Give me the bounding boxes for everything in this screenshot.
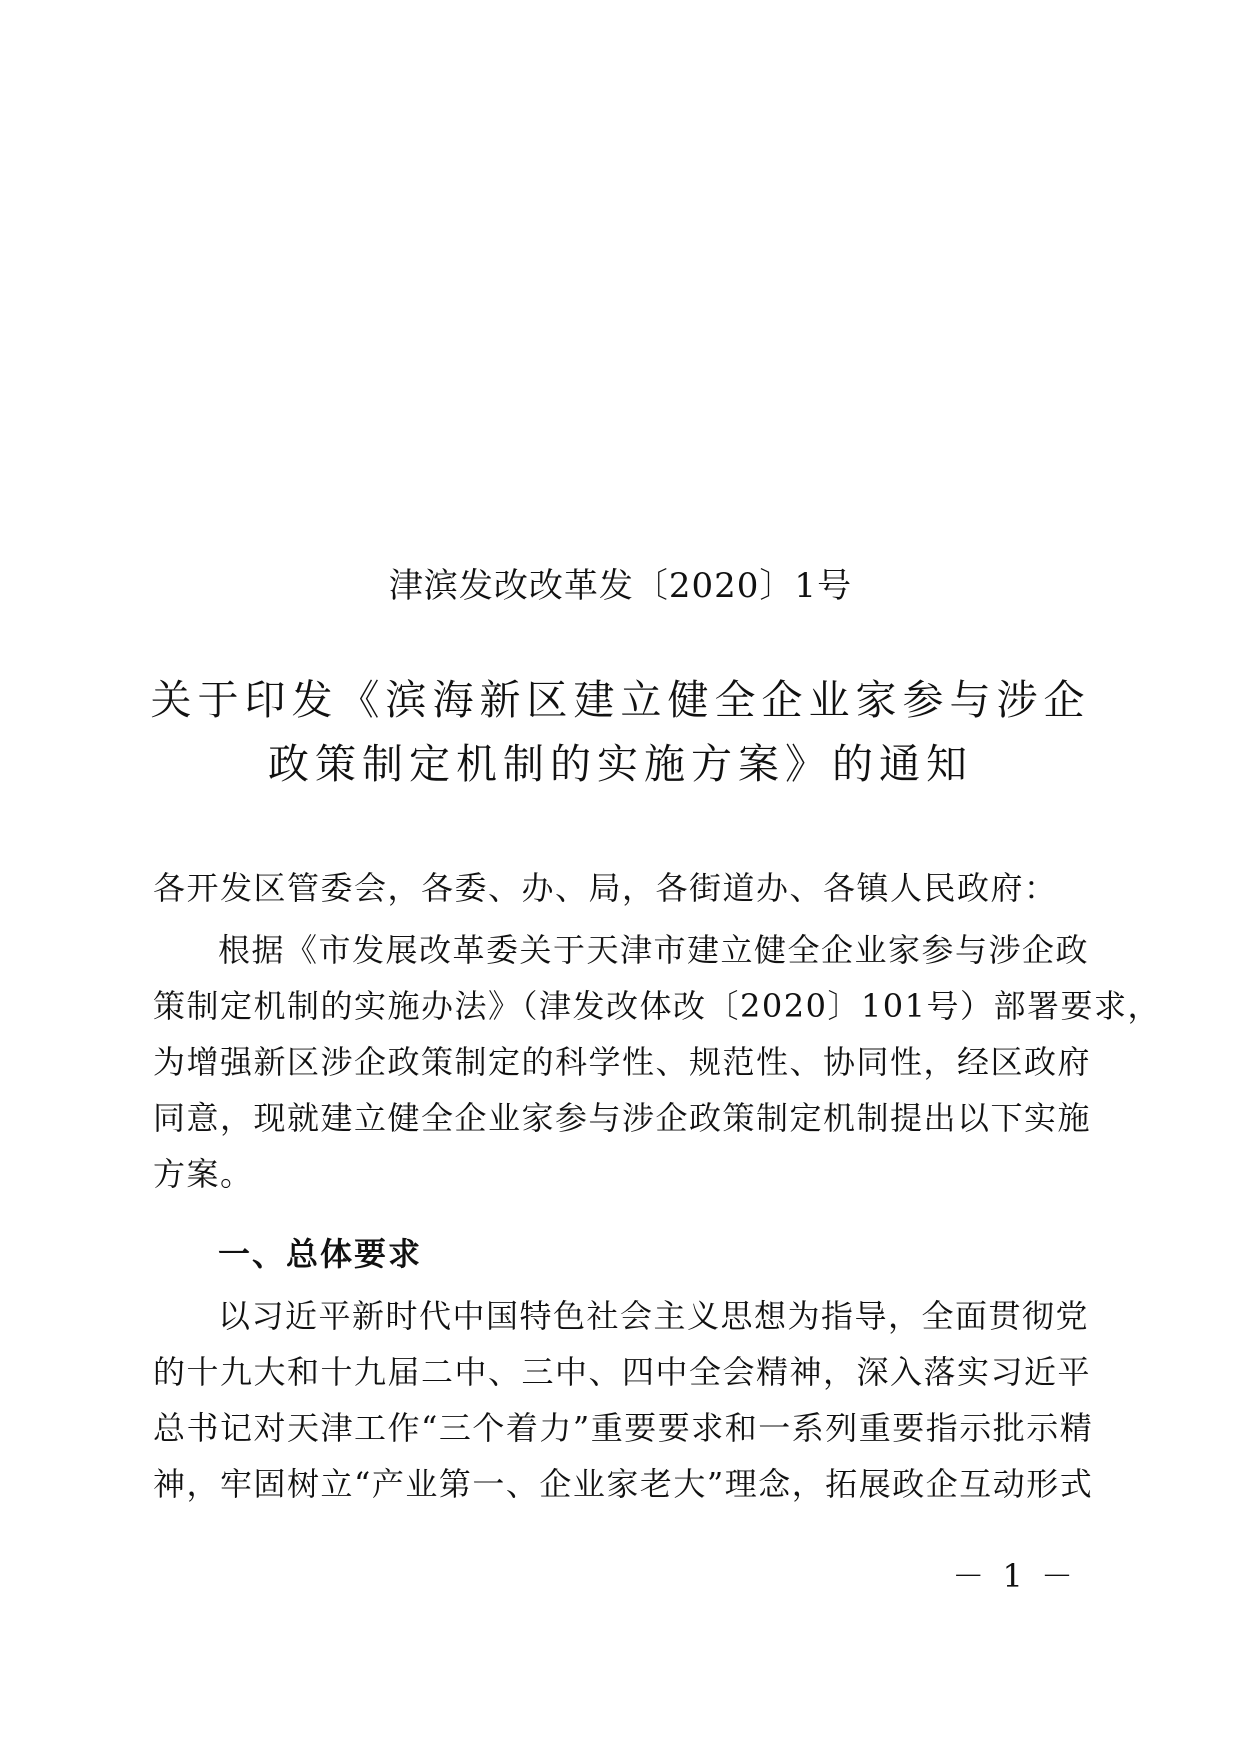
paragraph-intro <box>153 922 1162 1202</box>
paragraph-line: 根据《市发展改革委关于天津市建立健全企业家参与涉企政 <box>218 931 1090 969</box>
paragraph-line: 的十九大和十九届二中、三中、四中全会精神，深入落实习近平 <box>153 1353 1092 1391</box>
paragraph-general-requirements <box>153 1288 1094 1512</box>
paragraph-line: 策制定机制的实施办法》（津发改体改〔2020〕101号）部署要求， <box>153 987 1162 1025</box>
document-number: 津滨发改改革发〔2020〕1号 <box>388 566 853 606</box>
paragraph-line: 以习近平新时代中国特色社会主义思想为指导，全面贯彻党 <box>218 1297 1090 1335</box>
paragraph-line: 总书记对天津工作“三个着力”重要要求和一系列重要指示批示精 <box>153 1409 1094 1447</box>
document-title <box>150 668 1091 796</box>
paragraph-line: 同意，现就建立健全企业家参与涉企政策制定机制提出以下实施 <box>153 1099 1092 1137</box>
page-number: － 1 － <box>952 1557 1077 1595</box>
paragraph-line: 神，牢固树立“产业第一、企业家老大”理念，拓展政企互动形式 <box>153 1465 1094 1503</box>
section-heading-general-requirements: 一、总体要求 <box>218 1235 423 1273</box>
paragraph-line: 方案。 <box>153 1155 254 1193</box>
title-line: 关于印发《滨海新区建立健全企业家参与涉企 <box>150 676 1091 724</box>
title-line: 政策制定机制的实施方案》的通知 <box>268 740 973 788</box>
addressee-line: 各开发区管委会，各委、办、局，各街道办、各镇人民政府： <box>153 869 1058 907</box>
paragraph-line: 为增强新区涉企政策制定的科学性、规范性、协同性，经区政府 <box>153 1043 1092 1081</box>
